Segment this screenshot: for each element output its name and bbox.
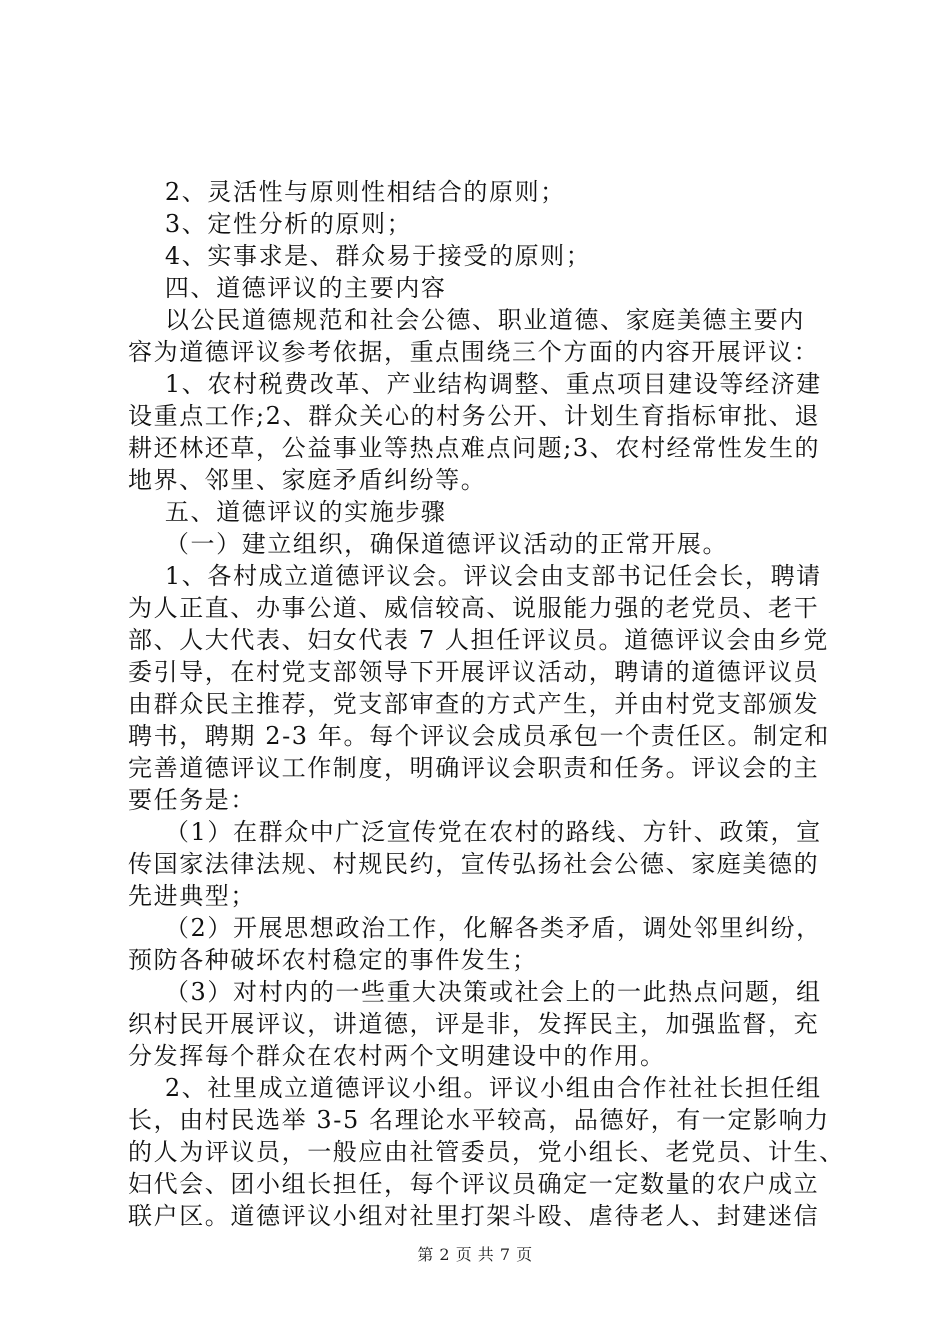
text-line: 先进典型；	[128, 882, 256, 910]
text-line: 传国家法律法规、村规民约，宣传弘扬社会公德、家庭美德的	[128, 850, 820, 878]
text-line: 由群众民主推荐，党支部审查的方式产生，并由村党支部颁发	[128, 690, 820, 718]
text-line: 联户区。道德评议小组对社里打架斗殴、虐待老人、封建迷信	[128, 1202, 820, 1230]
text-line: 聘书，聘期 2-3 年。每个评议会成员承包一个责任区。制定和	[128, 722, 830, 750]
text-line: （一）建立组织，确保道德评议活动的正常开展。	[128, 530, 729, 558]
text-line: 部、人大代表、妇女代表 7 人担任评议员。道德评议会由乡党	[128, 626, 829, 654]
text-line: 2、社里成立道德评议小组。评议小组由合作社社长担任组	[128, 1074, 822, 1102]
text-line: 3、定性分析的原则；	[128, 210, 413, 238]
text-line: 为人正直、办事公道、威信较高、说服能力强的老党员、老干	[128, 594, 820, 622]
text-line: 五、道德评议的实施步骤	[128, 498, 447, 526]
text-line: 地界、邻里、家庭矛盾纠纷等。	[128, 466, 487, 494]
text-line: 妇代会、团小组长担任，每个评议员确定一定数量的农户成立	[128, 1170, 820, 1198]
text-line: 1、各村成立道德评议会。评议会由支部书记任会长，聘请	[128, 562, 822, 590]
text-line: 完善道德评议工作制度，明确评议会职责和任务。评议会的主	[128, 754, 820, 782]
text-line: （3）对村内的一些重大决策或社会上的一此热点问题，组	[128, 978, 822, 1006]
text-line: 容为道德评议参考依据，重点围绕三个方面的内容开展评议：	[128, 338, 820, 366]
page-footer: 第 2 页 共 7 页	[417, 1245, 533, 1264]
text-line: （2）开展思想政治工作，化解各类矛盾，调处邻里纠纷，	[128, 914, 822, 942]
text-line: 1、农村税费改革、产业结构调整、重点项目建设等经济建	[128, 370, 822, 398]
text-line: 的人为评议员，一般应由社管委员，党小组长、老党员、计生、	[128, 1138, 845, 1166]
text-line: 织村民开展评议，讲道德，评是非，发挥民主，加强监督，充	[128, 1010, 820, 1038]
text-line: 长，由村民选举 3-5 名理论水平较高，品德好，有一定影响力	[128, 1106, 830, 1134]
text-line: 预防各种破坏农村稳定的事件发生；	[128, 946, 538, 974]
text-line: 四、道德评议的主要内容	[128, 274, 447, 302]
text-line: 以公民道德规范和社会公德、职业道德、家庭美德主要内	[128, 306, 805, 334]
text-line: 要任务是：	[128, 786, 256, 814]
text-line: 2、灵活性与原则性相结合的原则；	[128, 178, 566, 206]
text-line: 委引导，在村党支部领导下开展评议活动，聘请的道德评议员	[128, 658, 820, 686]
text-line: 4、实事求是、群众易于接受的原则；	[128, 242, 592, 270]
text-line: 分发挥每个群众在农村两个文明建设中的作用。	[128, 1042, 666, 1070]
text-line: 耕还林还草，公益事业等热点难点问题;3、农村经常性发生的	[128, 434, 821, 462]
document-body	[128, 176, 845, 1232]
text-line: 设重点工作;2、群众关心的村务公开、计划生育指标审批、退	[128, 402, 821, 430]
text-line: （1）在群众中广泛宣传党在农村的路线、方针、政策，宣	[128, 818, 822, 846]
